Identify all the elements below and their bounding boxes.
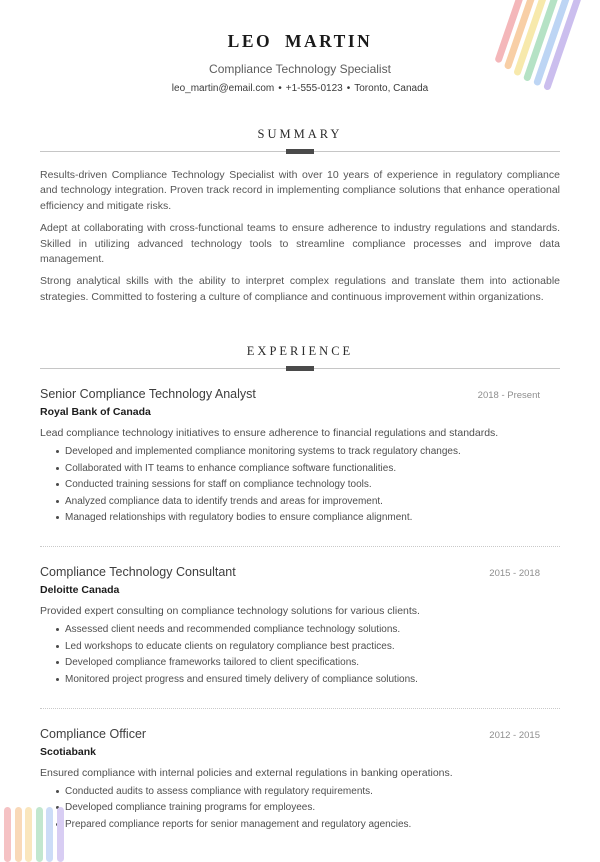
- candidate-title: Compliance Technology Specialist: [209, 62, 391, 76]
- bullet-icon: [56, 678, 59, 681]
- bullet-item: [40, 624, 560, 636]
- job-company: Royal Bank of Canada: [40, 406, 151, 419]
- bullet-text: Assessed client needs and recommended compliance technology solutions.: [65, 624, 401, 636]
- bullet-icon: [56, 628, 59, 631]
- contact-line: [40, 83, 560, 94]
- bullet-text: Prepared compliance reports for senior management and regulatory agencies.: [65, 818, 412, 830]
- job-title: Compliance Technology Consultant: [40, 565, 236, 580]
- bullet-item: [40, 463, 560, 475]
- job-dates: 2018 - Present: [477, 390, 540, 402]
- experience-heading: EXPERIENCE: [246, 344, 354, 359]
- bullet-icon: [56, 500, 59, 503]
- job-entry: [40, 565, 560, 686]
- job-title: Senior Compliance Technology Analyst: [40, 387, 256, 402]
- bullet-text: Developed compliance training programs for employees.: [65, 802, 316, 814]
- job-separator: [40, 708, 560, 709]
- bullet-icon: [56, 450, 59, 453]
- bottom-left-stripes-decoration: [4, 807, 64, 862]
- bullet-text: Collaborated with IT teams to enhance compliance software functionalities.: [65, 462, 397, 474]
- email-text: leo_martin@email.com: [171, 83, 275, 94]
- job-header: [40, 565, 560, 579]
- bullet-item: [40, 786, 560, 798]
- job-description: Ensured compliance with internal policies and external regulations in banking operations.: [40, 766, 453, 779]
- job-header: [40, 387, 560, 401]
- stripe-purple-icon: [57, 807, 64, 862]
- phone-text: +1-555-0123: [285, 83, 343, 94]
- bullet-text: Analyzed compliance data to identify trends and areas for improvement.: [65, 495, 383, 507]
- job-separator: [40, 546, 560, 547]
- stripe-green-icon: [36, 807, 43, 862]
- stripe-peach-icon: [15, 807, 22, 862]
- contact-separator: •: [278, 83, 282, 94]
- section-divider: [40, 368, 560, 369]
- bullet-item: [40, 657, 560, 669]
- bullet-item: [40, 674, 560, 686]
- summary-section: [40, 127, 560, 305]
- job-company: Scotiabank: [40, 745, 97, 758]
- bullet-item: [40, 641, 560, 653]
- bullet-text: Developed compliance frameworks tailored to client specifications.: [65, 657, 360, 669]
- summary-paragraph: Results-driven Compliance Technology Specialist with over 10 years of experience in regulatory compliance and technology integration. Proven track record in implementing compliance solutions that enhance operational efficiency and mitigate risks.: [40, 169, 560, 212]
- bullet-item: [40, 512, 560, 524]
- location-text: Toronto, Canada: [354, 83, 429, 94]
- job-bullet-list: [40, 446, 560, 524]
- bullet-item: [40, 479, 560, 491]
- experience-section: [40, 344, 560, 831]
- job-description: Provided expert consulting on compliance technology solutions for various clients.: [40, 605, 420, 618]
- bullet-item: [40, 819, 560, 831]
- bullet-text: Led workshops to educate clients on regulatory compliance best practices.: [65, 640, 395, 652]
- job-title: Compliance Officer: [40, 726, 147, 741]
- bullet-item: [40, 802, 560, 814]
- bullet-icon: [56, 516, 59, 519]
- job-entry: [40, 727, 560, 831]
- stripe-blue-icon: [46, 807, 53, 862]
- summary-paragraph: Strong analytical skills with the ability to interpret complex regulations and translate them into actionable strategies. Committed to fostering a culture of compliance and continuous improvement within organizations.: [40, 275, 560, 303]
- bullet-text: Managed relationships with regulatory bodies to ensure compliance alignment.: [65, 512, 413, 524]
- bullet-icon: [56, 661, 59, 664]
- bullet-text: Monitored project progress and ensured timely delivery of compliance solutions.: [65, 673, 418, 685]
- summary-paragraph: Adept at collaborating with cross-functional teams to ensure adherence to industry regulations and standards. Skilled in utilizing advanced technology tools to streamline compliance processes and improve data management.: [40, 222, 560, 266]
- section-divider: [40, 151, 560, 152]
- bullet-text: Conducted audits to assess compliance with regulatory requirements.: [65, 785, 373, 797]
- summary-text: [40, 168, 560, 305]
- job-bullet-list: [40, 786, 560, 831]
- bullet-icon: [56, 483, 59, 486]
- contact-separator: •: [346, 83, 351, 94]
- stripe-pink-icon: [4, 807, 11, 862]
- bullet-item: [40, 496, 560, 508]
- resume-header: [40, 0, 560, 94]
- job-dates: 2012 - 2015: [489, 729, 540, 741]
- job-dates: 2015 - 2018: [489, 568, 540, 580]
- bullet-icon: [56, 790, 59, 793]
- job-company: Deloitte Canada: [40, 584, 120, 597]
- divider-center-bar: [286, 149, 314, 154]
- job-description: Lead compliance technology initiatives to ensure adherence to financial regulations and standards.: [40, 427, 499, 440]
- job-bullet-list: [40, 624, 560, 686]
- job-header: [40, 727, 560, 741]
- candidate-name: LEO MARTIN: [227, 31, 373, 51]
- bullet-text: Conducted training sessions for staff on compliance technology tools.: [65, 479, 372, 491]
- bullet-text: Developed and implemented compliance monitoring systems to track regulatory changes.: [65, 446, 461, 458]
- bullet-icon: [56, 645, 59, 648]
- bullet-icon: [56, 467, 59, 470]
- summary-heading: SUMMARY: [257, 127, 343, 141]
- bullet-item: [40, 446, 560, 458]
- job-entry: [40, 387, 560, 524]
- divider-center-bar: [286, 366, 314, 371]
- stripe-yellow-icon: [25, 807, 32, 862]
